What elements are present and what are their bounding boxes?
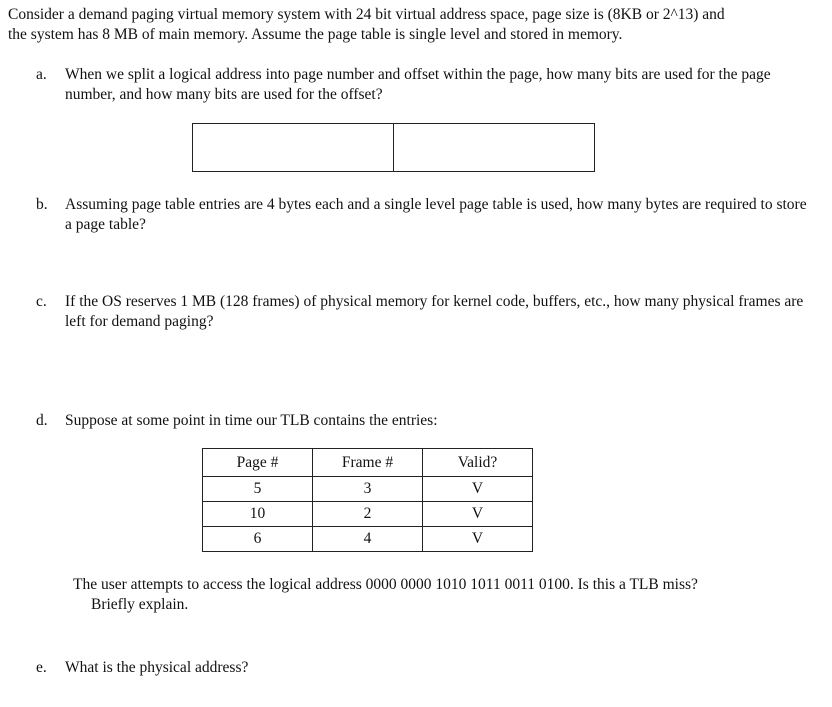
intro-line-1: Consider a demand paging virtual memory system with 24 bit virtual address space, page size is (8KB or 2^13) and (8, 6, 725, 23)
question-d-followup (73, 575, 813, 615)
question-d (36, 411, 816, 431)
tlb-header-valid: Valid? (423, 449, 533, 477)
question-e-letter: e. (36, 659, 47, 676)
question-b (36, 195, 816, 235)
table-row (203, 477, 533, 502)
tlb-header-page: Page # (203, 449, 313, 477)
tlb-cell-frame: 2 (313, 502, 423, 527)
answer-boxes (192, 123, 595, 172)
tlb-cell-frame: 4 (313, 527, 423, 552)
question-d-followup-line-2: Briefly explain. (91, 596, 189, 613)
answer-box-page-number (193, 124, 394, 171)
question-e-text: What is the physical address? (65, 659, 249, 676)
question-d-text: Suppose at some point in time our TLB contains the entries: (65, 412, 438, 429)
tlb-cell-page: 10 (203, 502, 313, 527)
question-d-followup-line-1: The user attempts to access the logical address 0000 0000 1010 1011 0011 0100. Is this a TLB miss? (73, 576, 698, 593)
question-a (36, 65, 816, 105)
tlb-cell-valid: V (423, 527, 533, 552)
tlb-header-row (203, 449, 533, 477)
intro-paragraph (8, 5, 823, 45)
table-row (203, 502, 533, 527)
question-a-letter: a. (36, 66, 47, 83)
question-c (36, 292, 816, 332)
question-c-letter: c. (36, 293, 47, 310)
tlb-cell-page: 6 (203, 527, 313, 552)
tlb-cell-page: 5 (203, 477, 313, 502)
intro-line-2: the system has 8 MB of main memory. Assume the page table is single level and stored in memory. (8, 26, 623, 43)
question-a-text: When we split a logical address into page number and offset within the page, how many bits are used for the page number, and how many bits are used for the offset? (65, 66, 771, 103)
tlb-header-frame: Frame # (313, 449, 423, 477)
question-b-text: Assuming page table entries are 4 bytes each and a single level page table is used, how many bytes are required to store a page table? (65, 196, 807, 233)
tlb-table (202, 448, 533, 552)
tlb-cell-valid: V (423, 502, 533, 527)
question-d-letter: d. (36, 412, 48, 429)
table-row (203, 527, 533, 552)
tlb-cell-frame: 3 (313, 477, 423, 502)
question-c-text: If the OS reserves 1 MB (128 frames) of physical memory for kernel code, buffers, etc., how many physical frames are left for demand paging? (65, 293, 804, 330)
answer-box-offset (394, 124, 594, 171)
question-e (36, 658, 816, 678)
question-b-letter: b. (36, 196, 48, 213)
tlb-cell-valid: V (423, 477, 533, 502)
